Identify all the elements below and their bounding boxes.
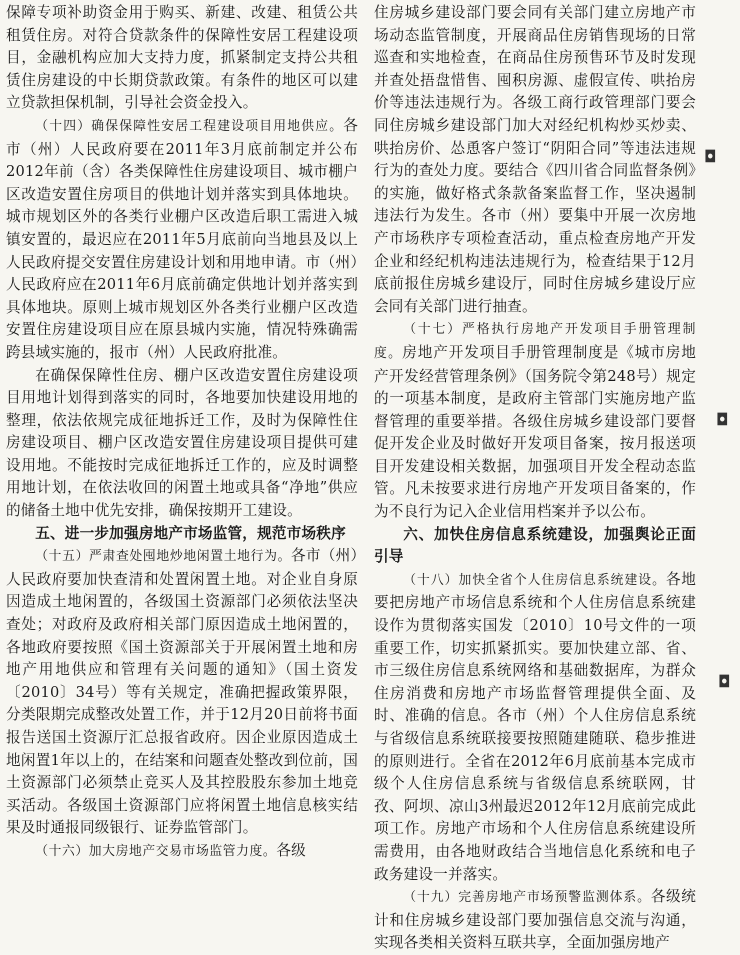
numbered-paragraph [374,569,696,886]
paragraph-body: 房地产开发项目手册管理制度是《城市房地产开发经营管理条例》（国务院令第248号）规定的一项基本制度，是政府主管部门实施房地产监督管理的重要举措。各级住房城乡建设部门要督促开发企业及时做好开发项目备案，按月报送项目开发建设相关数据，加强项目开发全程动态监管。凡未按要求进行房地产开发项目备案的，作为不良行为记入企业信用档案并予以公布。 [374,343,697,521]
numbered-paragraph [6,115,358,365]
numbered-paragraph [374,886,696,955]
continued-paragraph: 保障专项补助资金用于购买、新建、改建、租赁公共租赁住房。对符合贷款条件的保障性安居工程建设项目，金融机构应加大支持力度，抓紧制定支持公共租赁住房建设的中长期贷款政策。有条件的地区可以建立贷款担保机制，引导社会资金投入。 [6,4,358,112]
numbered-paragraph [6,840,358,864]
left-text-column [6,2,358,864]
section-heading: 六、加快住房信息系统建设，加强舆论正面引导 [374,525,696,566]
paragraph-lead-title: （十五）严肃查处囤地炒地闲置土地行为。 [35,549,292,565]
paragraph-body: 各级 [276,841,306,859]
section-heading: 五、进一步加强房地产市场监管，规范市场秩序 [35,524,346,542]
binding-hole-mark-icon: ◘ [718,672,731,691]
binding-hole-mark-icon: ◘ [704,147,717,166]
paragraph-lead-title: （十四）确保保障性安居工程建设项目用地供应。 [35,118,344,134]
numbered-paragraph [374,318,696,523]
paragraph-body: 各地要把房地产市场信息系统和个人住房信息系统建设作为贯彻落实国发〔2010〕10号文件的一项重要工作，切实抓紧抓实。要加快建立部、省、市三级住房信息系统网络和基础数据库，为群众住房消费和房地产市场监督管理提供全面、及时、准确的信息。各市（州）个人住房信息系统与省级信息系统联接要按照随建随联、稳步推进的原则进行。全省在2012年6月底前基本完成市级个人住房信息系统与省级信息系统联网，甘孜、阿坝、凉山3州最迟2012年12月底前完成此项工作。房地产市场和个人住房信息系统建设所需费用，由各地财政结合当地信息化系统和电子政务建设一并落实。 [374,570,696,883]
paragraph-lead-title: （十九）完善房地产市场预警监测体系。 [403,890,651,906]
paragraph-lead-title: （十八）加快全省个人住房信息系统建设。 [403,572,666,588]
paragraph-lead-title: （十六）加大房地产交易市场监管力度。 [35,843,277,859]
right-text-column [374,2,696,955]
paragraph-body: 各市（州）人民政府要在2011年3月底前制定并公布2012年前（含）各类保障性住房建设项目、城市棚户区改造安置住房项目的供地计划并落实到具体地块。城市规划区外的各类行业棚户区改造后职工需进入城镇安置的，最迟应在2011年5月底前向当地县及以上人民政府提交安置住房建设计划和用地申请。市（州）人民政府应在2011年6月底前确定供地计划并落实到具体地块。原则上城市规划区外各类行业棚户区改造安置住房建设项目应在原县城内实施，情况特殊确需跨县域实施的，报市（州）人民政府批准。 [6,116,358,361]
paragraph-lead-title: （十七）严格执行房地产开发项目手册管理制度。 [374,322,696,361]
binding-hole-mark-icon: ◘ [716,410,729,429]
paragraph-body: 各级统计和住房城乡建设部门要加强信息交流与沟通，实现各类相关资料互联共享，全面加强房地产 [374,888,696,952]
paragraph-body: 各市（州）人民政府要加快查清和处置闲置土地。对企业自身原因造成土地闲置的，各级国土资源部门必须依法坚决查处；对政府及政府相关部门原因造成土地闲置的，各地政府要按照《国土资源部关于开展闲置土地和房地产用地供应和管理有关问题的通知》（国土资发〔2010〕34号）等有关规定，准确把握政策界限，分类限期完成整改处置工作，并于12月20日前将书面报告送国土资源厅汇总报省政府。因企业原因造成土地闲置1年以上的，在结案和问题查处整改到位前，国土资源部门必须禁止竞买人及其控股股东参加土地竞买活动。各级国土资源部门应将闲置土地信息核实结果及时通报同级银行、证券监管部门。 [6,547,358,837]
numbered-paragraph [6,545,358,840]
paragraph: 在确保保障性住房、棚户区改造安置住房建设项目用地计划得到落实的同时，各地要加快建设用地的整理，依法依规完成征地拆迁工作，及时为保障性住房建设项目、棚户区改造安置住房建设项目提供可建设用地。不能按时完成征地拆迁工作的，应及时调整用地计划，在依法收回的闲置土地或具备“净地”供应的储备土地中优先安排，确保按期开工建设。 [6,366,358,520]
continued-paragraph: 住房城乡建设部门要会同有关部门建立房地产市场动态监管制度，开展商品住房销售现场的日常巡查和实地检查，在商品住房预售环节及时发现并查处捂盘惜售、囤积房源、虚假宣传、哄抬房价等违法违规行为。各级工商行政管理部门要会同住房城乡建设部门加大对经纪机构炒买炒卖、哄抬房价、怂恿客户签订“阴阳合同”等违法违规行为的查处力度。要结合《四川省合同监督条例》的实施，做好格式条款备案监督工作，坚决遏制违法行为发生。各市（州）要集中开展一次房地产市场秩序专项检查活动，重点检查房地产开发企业和经纪机构违法违规行为，检查结果于12月底前报住房城乡建设厅，同时住房城乡建设厅应会同有关部门进行抽查。 [374,4,696,315]
